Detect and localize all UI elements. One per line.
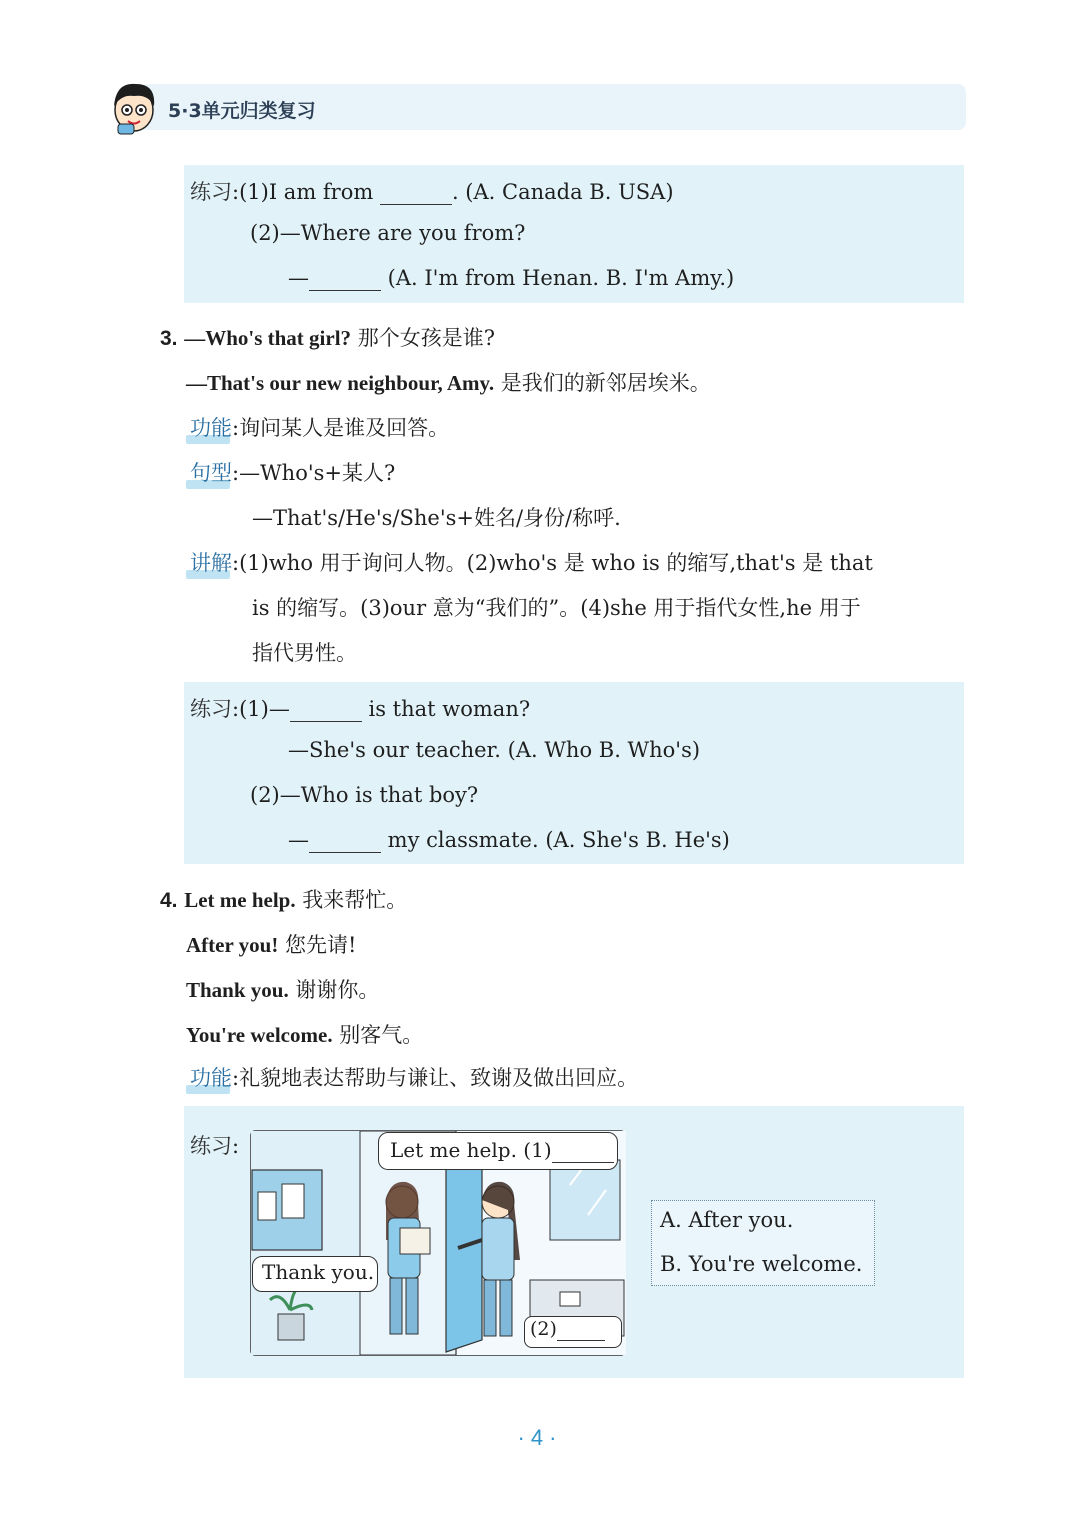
section-3-answer [186,367,711,397]
dash: — [288,266,309,290]
function-label: 功能 [190,412,232,442]
practice-3-q1-pre: (1)— [239,697,290,721]
function-label: 功能 [190,1062,232,1092]
answer-blank[interactable] [380,180,452,205]
bubble-1-text [390,1138,614,1163]
question-en: —Who's that girl? [184,326,352,350]
line-1-en: Let me help. [184,888,296,912]
answer-en: —That's our new neighbour, Amy. [186,371,495,395]
explain-line-3: 指代男性。 [252,641,357,665]
line-4-cn: 别客气。 [339,1023,424,1047]
section-3-pattern-1: 句型:—Who's+某人? [190,457,395,487]
section-4-line-4 [186,1019,423,1049]
bubble-2-text: Thank you. [262,1260,375,1284]
practice-2-q2-line-2 [288,266,734,291]
answer-blank[interactable] [309,828,381,853]
option-a: A. After you. [660,1208,794,1232]
practice-2-q1-pre: (1)I am from [239,180,380,204]
practice-label: 练习 [190,697,232,721]
explain-line-2: is 的缩写。(3)our 意为“我们的”。(4)she 用于指代女性,he 用于 [252,596,861,620]
practice-label: 练习 [190,180,232,204]
section-3-question [160,322,495,352]
practice-2-q1-post: . (A. Canada B. USA) [451,180,674,204]
practice-2-q2-line-1: (2)—Where are you from? [250,221,526,245]
function-text: 询问某人是谁及回答。 [239,416,450,440]
function-text: 礼貌地表达帮助与谦让、致谢及做出回应。 [239,1066,639,1090]
option-b: B. You're welcome. [660,1252,863,1276]
section-4-function: 功能:礼貌地表达帮助与谦让、致谢及做出回应。 [190,1062,638,1092]
answer-cn: 是我们的新邻居埃米。 [500,371,711,395]
section-4-line-1 [160,884,407,914]
section-3-explain-1: 讲解:(1)who 用于询问人物。(2)who's 是 who is 的缩写,that's 是 that [190,547,873,577]
question-cn: 那个女孩是谁? [357,326,495,350]
door-icon [446,1150,482,1352]
section-number: 4. [160,889,178,912]
dash: — [288,828,309,852]
answer-blank[interactable] [290,697,362,722]
practice-label: 练习 [190,1134,232,1158]
page-number: ·4· [517,1425,563,1450]
page-header-title: 5·3单元归类复习 [168,100,316,122]
pattern-label: 句型 [190,457,232,487]
answer-blank[interactable] [552,1138,614,1163]
practice-3-q2-line-1: (2)—Who is that boy? [250,783,479,807]
section-4-line-3 [186,974,379,1004]
bubble-3-text [530,1318,605,1341]
line-3-cn: 谢谢你。 [295,978,380,1002]
line-2-cn: 您先请! [285,933,357,957]
explain-line-1: (1)who 用于询问人物。(2)who's 是 who is 的缩写,that's 是 that [239,551,873,575]
answer-blank[interactable] [309,266,381,291]
books-icon [400,1228,430,1254]
line-4-en: You're welcome. [186,1023,333,1047]
line-1-cn: 我来帮忙。 [302,888,408,912]
practice-4-label: 练习: [190,1134,240,1158]
pattern-line-1: —Who's+某人? [239,461,396,485]
practice-3-q1-line-2: —She's our teacher. (A. Who B. Who's) [288,738,701,762]
section-4-line-2 [186,929,356,959]
explain-label: 讲解 [190,547,232,577]
practice-3-q1-line-1: 练习:(1)— is that woman? [190,697,531,721]
practice-3-q2-post: my classmate. (A. She's B. He's) [381,828,730,852]
practice-3-q2-line-2 [288,828,730,853]
boy-mascot-icon [104,76,164,136]
line-2-en: After you! [186,933,279,957]
section-number: 3. [160,327,178,350]
section-3-function: 功能:询问某人是谁及回答。 [190,412,449,442]
practice-2-q2-post: (A. I'm from Henan. B. I'm Amy.) [381,266,735,290]
practice-3-q1-post: is that woman? [361,697,531,721]
answer-blank[interactable] [557,1318,605,1341]
practice-2-line-1: 练习:(1)I am from . (A. Canada B. USA) [190,180,674,204]
pattern-line-2: —That's/He's/She's+姓名/身份/称呼. [252,506,621,530]
bubble-1-label: Let me help. (1) [390,1138,552,1162]
bubble-3-label: (2) [530,1318,557,1340]
line-3-en: Thank you. [186,978,289,1002]
